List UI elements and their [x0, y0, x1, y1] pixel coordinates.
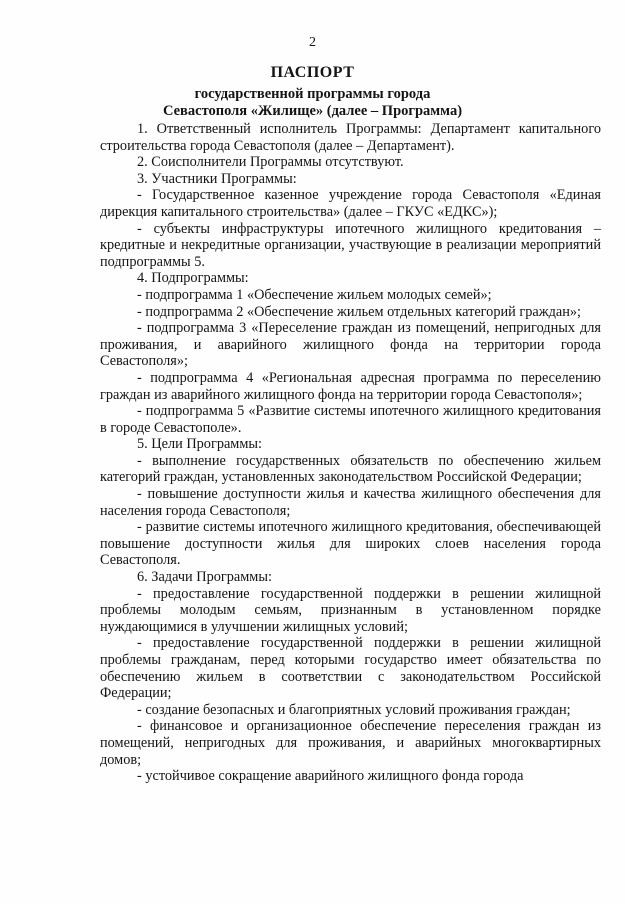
list-item: - Государственное казенное учреждение города Севастополя «Единая дирекция капитального строительства» (далее – ГКУС «ЕДКС»); — [100, 187, 601, 220]
section-heading: 3. Участники Программы: — [137, 170, 297, 187]
document-body — [100, 121, 601, 785]
page-number: 2 — [309, 35, 316, 50]
list-item: - субъекты инфраструктуры ипотечного жилищного кредитования – кредитные и некредитные организации, участвующие в реализации мероприятий подпрограммы 5. — [100, 220, 601, 270]
list-item: - подпрограмма 3 «Переселение граждан из помещений, непригодных для проживания, и аварийного жилищного фонда на территории города Севастополя»; — [100, 320, 601, 370]
list-item: - подпрограмма 4 «Региональная адресная программа по переселению граждан из аварийного жилищного фонда на территории города Севастополя»; — [100, 369, 601, 403]
list-item: - подпрограмма 1 «Обеспечение жильем молодых семей»; — [137, 286, 492, 303]
document-title: ПАСПОРТ — [270, 64, 355, 81]
section-heading: 1. Ответственный исполнитель Программы: Департамент капитального строительства города Севастополя (далее – Департамент). — [100, 121, 601, 154]
list-item: - подпрограмма 5 «Развитие системы ипотечного жилищного кредитования в городе Севастополе». — [100, 403, 601, 436]
list-item: - выполнение государственных обязательств по обеспечению жильем категорий граждан, установленных законодательством Российской Федерации; — [100, 452, 601, 486]
document-subtitle-line-1: государственной программы города — [194, 86, 431, 102]
section-heading: 5. Цели Программы: — [137, 436, 262, 453]
list-item: - предоставление государственной поддержки в решении жилищной проблемы молодым семьям, признанным в установленном порядке нуждающимися в улучшении жилищных условий; — [100, 585, 601, 635]
list-item: - подпрограмма 2 «Обеспечение жильем отдельных категорий граждан»; — [137, 303, 581, 320]
section-heading: 6. Задачи Программы: — [137, 569, 272, 586]
list-item: - повышение доступности жилья и качества жилищного обеспечения для населения города Севастополя; — [100, 486, 601, 519]
section-heading: 4. Подпрограммы: — [137, 270, 249, 287]
list-item: - развитие системы ипотечного жилищного кредитования, обеспечивающей повышение доступности жилья для широких слоев населения города Севастополя. — [100, 519, 601, 569]
list-item: - создание безопасных и благоприятных условий проживания граждан; — [137, 701, 571, 718]
list-item: - финансовое и организационное обеспечение переселения граждан из помещений, непригодных для проживания, и аварийных многоквартирных домов; — [100, 718, 601, 768]
list-item: - устойчивое сокращение аварийного жилищного фонда города — [137, 768, 524, 785]
list-item: - предоставление государственной поддержки в решении жилищной проблемы гражданам, перед которыми государство имеет обязательства по обеспечению жильем в соответствии с законодательством Российской Федерации; — [100, 635, 601, 702]
section-heading: 2. Соисполнители Программы отсутствуют. — [137, 154, 404, 171]
document-subtitle-line-2: Севастополя «Жилище» (далее – Программа) — [162, 103, 463, 119]
